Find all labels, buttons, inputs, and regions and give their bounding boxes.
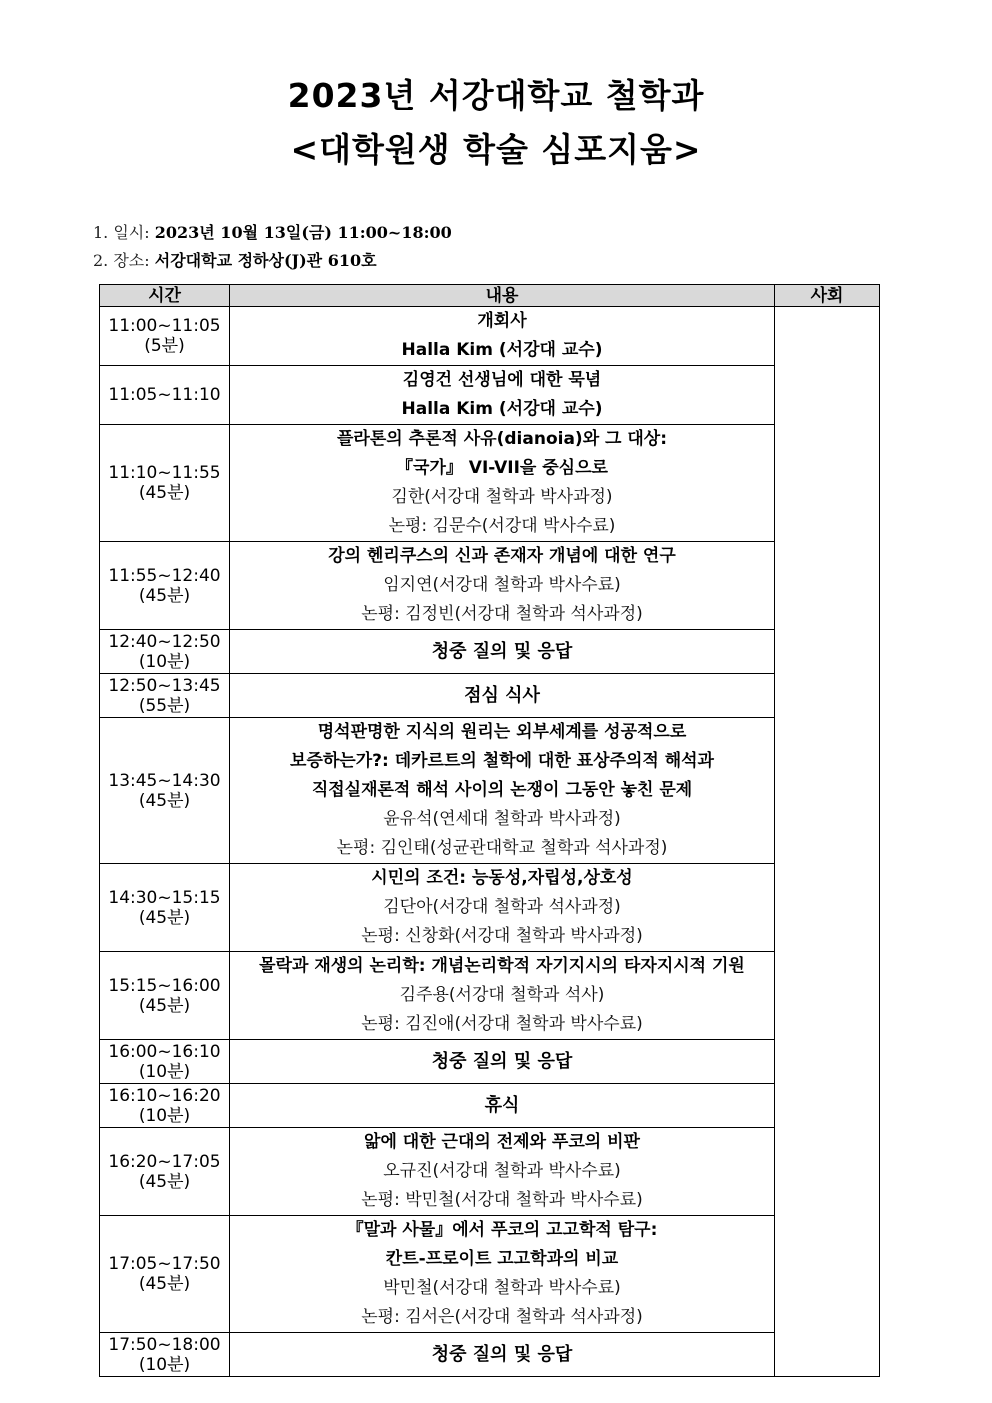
- time-duration: (45분): [138, 585, 191, 606]
- time-duration: (45분): [138, 790, 191, 811]
- time-duration: (10분): [138, 651, 191, 672]
- time-duration: (45분): [138, 1274, 191, 1294]
- host-cell: [775, 307, 880, 1377]
- content-line: 윤유석(연세대 철학과 박사과정): [383, 809, 621, 829]
- content-line: 김한(서강대 철학과 박사과정): [391, 487, 613, 507]
- content-line: 『국가』 VI-VII을 중심으로: [396, 458, 608, 478]
- content-line: 플라톤의 추론적 사유(dianoia)와 그 대상:: [336, 429, 668, 449]
- content-cell: [230, 542, 775, 630]
- time-cell: [100, 425, 230, 542]
- table-row: [100, 1128, 880, 1216]
- time-duration: (10분): [138, 1061, 191, 1082]
- time-duration: (45분): [138, 1171, 191, 1192]
- content-cell: [230, 1333, 775, 1377]
- info-date-label: 1. 일시:: [93, 223, 150, 242]
- content-line: 휴식: [484, 1095, 520, 1116]
- time-range: 12:50~13:45: [108, 675, 221, 696]
- content-line: 오규진(서강대 철학과 박사수료): [383, 1161, 621, 1181]
- content-line: 명석판명한 지식의 원리는 외부세계를 성공적으로: [317, 722, 687, 742]
- table-row: [100, 1040, 880, 1084]
- content-line: 보증하는가?: 데카르트의 철학에 대한 표상주의적 해석과: [290, 751, 714, 771]
- content-line: Halla Kim (서강대 교수): [401, 399, 603, 419]
- time-range: 11:10~11:55: [108, 463, 221, 483]
- content-cell: [230, 864, 775, 952]
- header-content: 내용: [230, 285, 775, 307]
- content-line: Halla Kim (서강대 교수): [401, 340, 603, 360]
- content-cell: [230, 307, 775, 366]
- content-cell: [230, 630, 775, 674]
- time-cell: [100, 1128, 230, 1216]
- time-range: 17:05~17:50: [108, 1254, 221, 1274]
- content-line: 몰락과 재생의 논리학: 개념논리학적 자기지시의 타자지시적 기원: [259, 956, 745, 976]
- time-duration: (55분): [138, 695, 191, 716]
- content-cell: [230, 1216, 775, 1333]
- header-host: 사회: [775, 285, 880, 307]
- time-range: 15:15~16:00: [108, 975, 221, 996]
- content-line: 김주용(서강대 철학과 석사): [399, 985, 605, 1005]
- table-row: [100, 307, 880, 366]
- header-row: [100, 285, 880, 307]
- content-line: 논평: 박민철(서강대 철학과 박사수료): [361, 1190, 643, 1210]
- time-duration: (45분): [138, 995, 191, 1016]
- content-line: 강의 헨리쿠스의 신과 존재자 개념에 대한 연구: [328, 546, 676, 566]
- table-row: [100, 425, 880, 542]
- content-line: 논평: 김서은(서강대 철학과 석사과정): [361, 1307, 643, 1327]
- content-line: 칸트-프로이트 고고학과의 비교: [385, 1249, 619, 1269]
- time-cell: [100, 674, 230, 718]
- table-row: [100, 1084, 880, 1128]
- content-cell: [230, 952, 775, 1040]
- info-place: [93, 248, 377, 271]
- content-line: 『말과 사물』에서 푸코의 고고학적 탐구:: [346, 1220, 658, 1240]
- time-range: 12:40~12:50: [108, 631, 221, 652]
- header-time: 시간: [100, 285, 230, 307]
- content-line: 청중 질의 및 응답: [431, 641, 573, 662]
- content-line: 김단아(서강대 철학과 석사과정): [383, 897, 621, 917]
- content-line: 앎에 대한 근대의 전제와 푸코의 비판: [364, 1132, 640, 1152]
- time-cell: [100, 1084, 230, 1128]
- time-cell: [100, 952, 230, 1040]
- table-row: [100, 1216, 880, 1333]
- content-line: 점심 식사: [464, 685, 540, 706]
- content-cell: [230, 425, 775, 542]
- time-range: 11:05~11:10: [108, 385, 221, 405]
- time-duration: (45분): [138, 483, 191, 503]
- content-line: 직접실재론적 해석 사이의 논쟁이 그동안 놓친 문제: [311, 780, 693, 800]
- content-line: 논평: 김진애(서강대 철학과 박사수료): [361, 1014, 643, 1034]
- time-range: 16:00~16:10: [108, 1041, 221, 1062]
- time-duration: (5분): [144, 336, 185, 356]
- time-range: 16:10~16:20: [108, 1085, 221, 1106]
- content-cell: [230, 674, 775, 718]
- time-cell: [100, 1333, 230, 1377]
- time-cell: [100, 718, 230, 864]
- info-place-label: 2. 장소:: [93, 251, 150, 270]
- time-range: 11:55~12:40: [108, 565, 221, 586]
- table-row: [100, 366, 880, 425]
- table-row: [100, 952, 880, 1040]
- content-cell: [230, 718, 775, 864]
- content-line: 개회사: [477, 311, 527, 331]
- content-line: 청중 질의 및 응답: [431, 1051, 573, 1072]
- document-subtitle: <대학원생 학술 심포지움>: [290, 130, 702, 169]
- time-cell: [100, 366, 230, 425]
- content-line: 논평: 김정빈(서강대 철학과 석사과정): [361, 604, 643, 624]
- time-cell: [100, 864, 230, 952]
- content-line: 시민의 조건: 능동성,자립성,상호성: [371, 868, 633, 888]
- info-place-value: 서강대학교 정하상(J)관 610호: [154, 251, 377, 270]
- time-range: 13:45~14:30: [108, 770, 221, 791]
- content-cell: [230, 1084, 775, 1128]
- table-row: [100, 630, 880, 674]
- table-row: [100, 674, 880, 718]
- info-date-value: 2023년 10월 13일(금) 11:00~18:00: [154, 223, 452, 242]
- content-cell: [230, 1128, 775, 1216]
- table-row: [100, 1333, 880, 1377]
- content-line: 임지연(서강대 철학과 박사수료): [383, 575, 621, 595]
- time-duration: (10분): [138, 1354, 191, 1375]
- table-row: [100, 542, 880, 630]
- content-line: 논평: 김문수(서강대 박사수료): [388, 516, 616, 536]
- info-date: [93, 220, 452, 243]
- time-cell: [100, 630, 230, 674]
- time-range: 11:00~11:05: [108, 316, 221, 336]
- content-line: 김영건 선생님에 대한 묵념: [402, 370, 602, 390]
- time-cell: [100, 1216, 230, 1333]
- time-range: 16:20~17:05: [108, 1151, 221, 1172]
- table-row: [100, 864, 880, 952]
- table-row: [100, 718, 880, 864]
- content-line: 논평: 신창화(서강대 철학과 박사과정): [361, 926, 643, 946]
- schedule-table: [99, 284, 880, 1377]
- content-cell: [230, 1040, 775, 1084]
- content-cell: [230, 366, 775, 425]
- time-cell: [100, 307, 230, 366]
- content-line: 청중 질의 및 응답: [431, 1344, 573, 1365]
- time-cell: [100, 542, 230, 630]
- time-duration: (10분): [138, 1105, 191, 1126]
- time-duration: (45분): [138, 907, 191, 928]
- content-line: 논평: 김인태(성균관대학교 철학과 석사과정): [336, 838, 668, 858]
- document-title: 2023년 서강대학교 철학과: [287, 76, 705, 115]
- time-range: 17:50~18:00: [108, 1334, 221, 1355]
- content-line: 박민철(서강대 철학과 박사수료): [383, 1278, 621, 1298]
- time-range: 14:30~15:15: [108, 887, 221, 908]
- time-cell: [100, 1040, 230, 1084]
